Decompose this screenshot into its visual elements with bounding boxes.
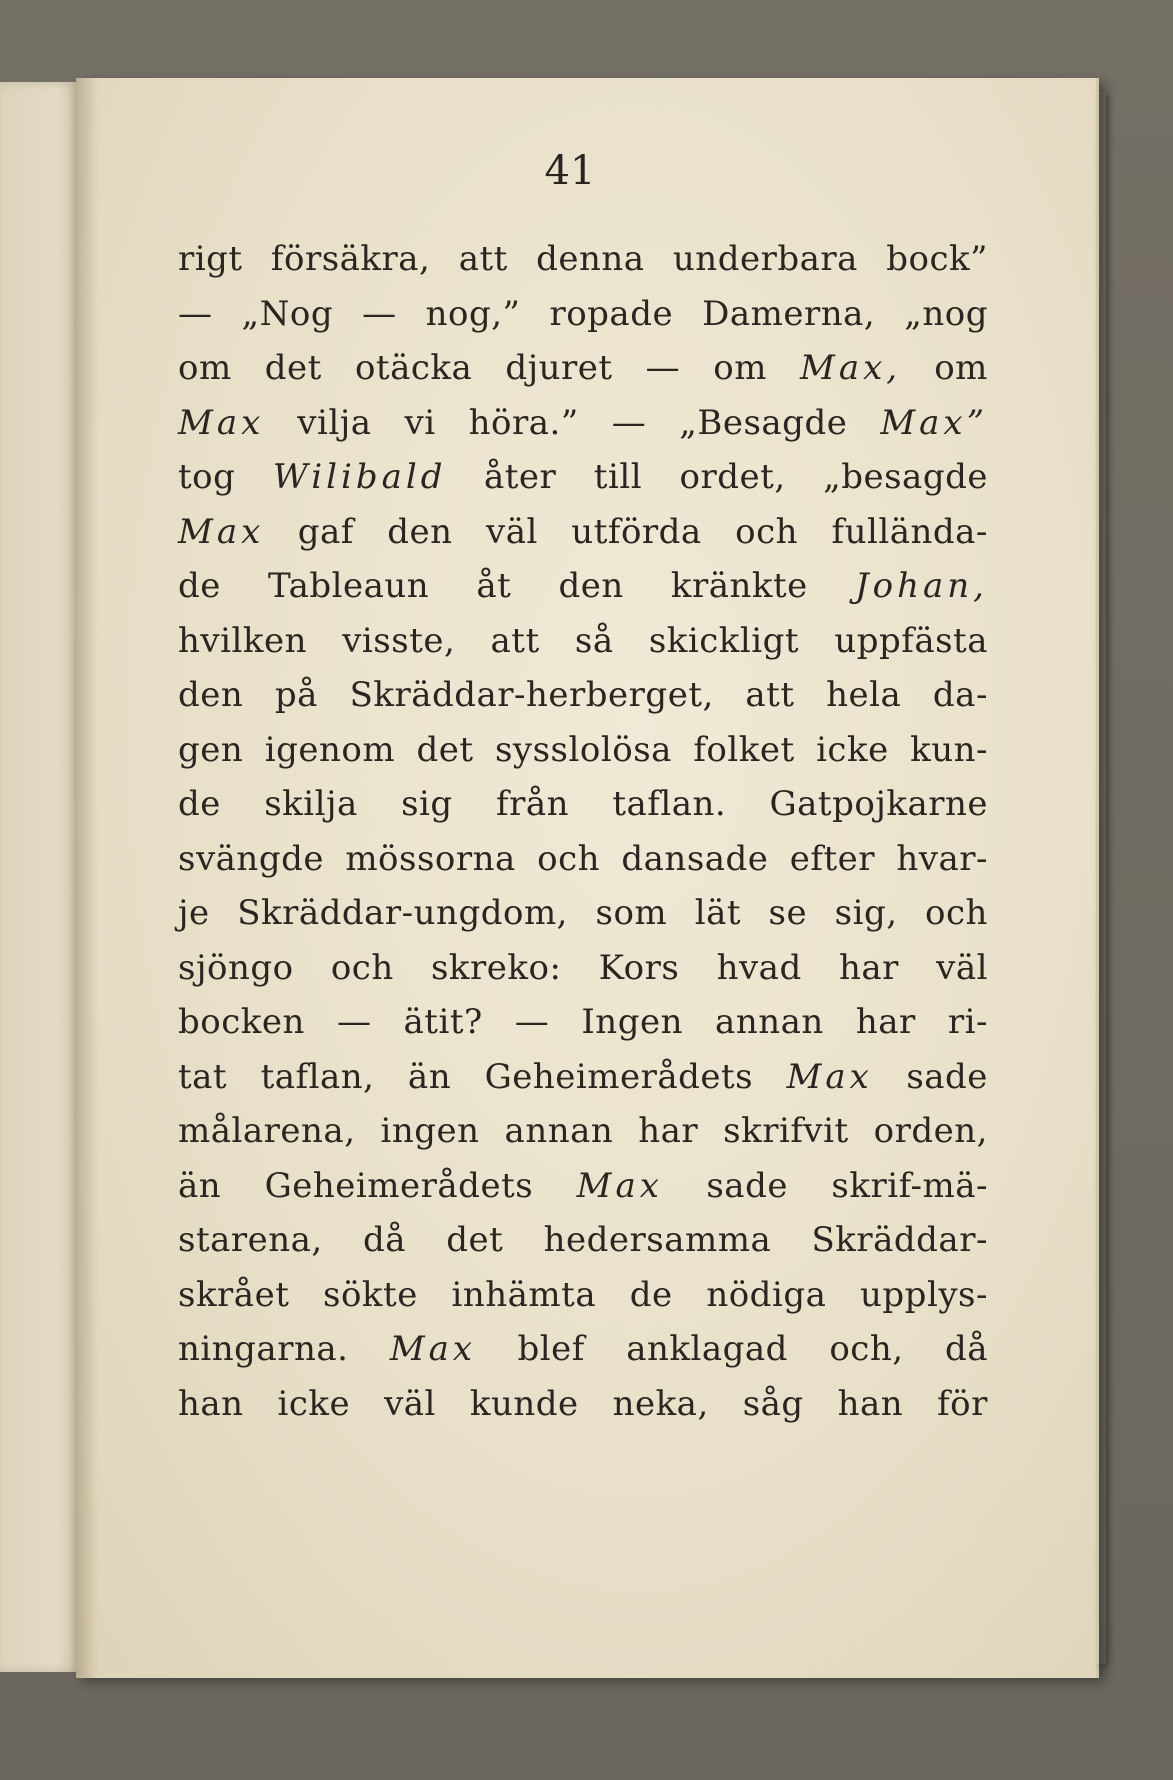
word: „Besagde — [679, 402, 848, 443]
word: skrået — [178, 1274, 290, 1315]
word: taflan. — [612, 784, 727, 824]
word: anklagad — [626, 1329, 788, 1369]
word: och — [537, 838, 601, 879]
text-line — [178, 1213, 988, 1268]
word: väl — [384, 1383, 436, 1424]
word: som — [595, 893, 668, 933]
word: nödiga — [706, 1274, 827, 1315]
word: annan — [504, 1111, 614, 1151]
page-number: 41 — [544, 148, 596, 194]
word: upplys- — [860, 1274, 988, 1315]
word: skickligt — [648, 620, 800, 661]
word: Ingen — [581, 1002, 683, 1042]
word: Skräddar-herberget, — [349, 675, 714, 715]
text-line — [178, 1104, 988, 1159]
word: gaf — [297, 511, 354, 552]
word: har — [638, 1111, 699, 1151]
word: ordet, — [679, 457, 786, 497]
text-line — [178, 287, 988, 342]
word: svängde — [178, 838, 324, 879]
text-line — [178, 396, 988, 451]
word: målarena, — [178, 1111, 356, 1151]
text-line — [178, 1377, 988, 1432]
word: fullända- — [831, 511, 988, 552]
word: ätit? — [403, 1002, 483, 1042]
word: skrif-mä- — [831, 1165, 988, 1206]
word: vilja — [297, 402, 372, 443]
word: då — [362, 1220, 407, 1260]
word: då — [944, 1329, 988, 1369]
word: Kors — [598, 947, 680, 988]
word: att — [745, 675, 795, 715]
word: taflan, — [260, 1056, 375, 1097]
word: ri- — [947, 1002, 988, 1042]
word: mössorna — [345, 838, 516, 879]
word: „besagde — [823, 457, 988, 497]
word: denna — [536, 239, 645, 279]
word: och — [735, 511, 799, 552]
word: efter — [789, 838, 876, 879]
word: den — [558, 566, 624, 606]
word: hvilken — [178, 620, 307, 661]
word: till — [593, 457, 643, 497]
word: dansade — [621, 838, 769, 879]
word: höra.” — [468, 402, 579, 443]
word: hvad — [716, 947, 802, 988]
text-line — [178, 450, 988, 505]
word: och, — [829, 1329, 904, 1369]
word: har — [855, 1002, 916, 1042]
word: gen — [178, 729, 244, 770]
word: — — [336, 1002, 372, 1042]
word: för — [937, 1383, 988, 1424]
word: icke — [816, 729, 889, 770]
word: Geheimerådets — [264, 1165, 534, 1206]
word: kun- — [910, 729, 988, 770]
text-line — [178, 1268, 988, 1323]
word: än — [407, 1056, 452, 1097]
word: — — [514, 1002, 550, 1042]
word: de — [629, 1274, 673, 1315]
word: djuret — [505, 348, 613, 388]
word: bocken — [178, 1002, 305, 1042]
word: utförda — [571, 511, 702, 552]
word: den — [178, 675, 244, 715]
text-line — [178, 723, 988, 778]
word: Geheimerådets — [484, 1056, 754, 1097]
text-line — [178, 559, 988, 614]
word: och — [925, 893, 988, 933]
word: han — [178, 1383, 244, 1424]
word: ingen — [380, 1111, 480, 1151]
word: skrifvit — [723, 1111, 849, 1151]
word: — — [362, 293, 397, 334]
word: sysslolösa — [494, 729, 672, 770]
text-line — [178, 995, 988, 1050]
word: da- — [932, 675, 988, 715]
word: sade — [906, 1056, 988, 1097]
word: kunde — [469, 1383, 579, 1424]
word: från — [496, 784, 570, 824]
word: hvar- — [896, 838, 988, 879]
word: den — [387, 511, 453, 552]
word: Skräddar-ungdom, — [237, 893, 568, 933]
word: Max — [178, 402, 265, 443]
word: je — [178, 893, 210, 933]
word: han — [837, 1383, 904, 1424]
word: på — [274, 675, 318, 715]
word: uppfästa — [834, 620, 988, 661]
word: hedersamma — [543, 1220, 772, 1260]
word: annan — [715, 1002, 824, 1042]
word: Gatpojkarne — [769, 784, 988, 824]
word: folket — [693, 729, 795, 770]
word: igenom — [264, 729, 396, 770]
text-line — [178, 777, 988, 832]
word: Johan, — [854, 566, 988, 606]
word: starena, — [178, 1220, 323, 1260]
word: om — [934, 348, 988, 388]
word: Wilibald — [272, 457, 447, 497]
text-line — [178, 1159, 988, 1214]
word: väl — [936, 947, 988, 988]
word: sjöngo — [178, 947, 294, 988]
body-text — [178, 232, 988, 1431]
word: otäcka — [354, 348, 473, 388]
word: det — [416, 729, 474, 770]
page-edges — [1096, 92, 1106, 1664]
word: de — [178, 784, 221, 824]
text-line — [178, 341, 988, 396]
word: tat — [178, 1056, 228, 1097]
word: sökte — [323, 1274, 418, 1315]
word: så — [574, 620, 614, 661]
word: Max — [786, 1056, 873, 1097]
word: neka, — [612, 1383, 709, 1424]
word: Tableaun — [268, 566, 430, 606]
word: har — [838, 947, 899, 988]
text-line — [178, 941, 988, 996]
word: lät — [694, 893, 742, 933]
word: underbara — [672, 239, 858, 279]
word: om — [178, 348, 232, 388]
word: orden, — [873, 1111, 988, 1151]
word: — — [611, 402, 647, 443]
word: icke — [277, 1383, 351, 1424]
word: Max — [576, 1165, 663, 1206]
text-line — [178, 505, 988, 560]
word: — — [645, 348, 681, 388]
word: visste, — [342, 620, 456, 661]
word: bock” — [886, 239, 988, 279]
word: sig, — [834, 893, 898, 933]
word: Max — [389, 1329, 477, 1369]
word: blef — [517, 1329, 585, 1369]
text-line — [178, 668, 988, 723]
word: ningarna. — [178, 1329, 349, 1369]
word: se — [768, 893, 808, 933]
word: att — [458, 239, 508, 279]
word: Skräddar- — [811, 1220, 988, 1260]
text-line — [178, 1050, 988, 1105]
text-line — [178, 832, 988, 887]
word: såg — [742, 1383, 804, 1424]
word: skilja — [264, 784, 358, 824]
word: rigt — [178, 239, 243, 279]
word: vi — [404, 402, 436, 443]
word: Damerna, — [702, 293, 876, 334]
text-line — [178, 1322, 988, 1377]
text-line — [178, 614, 988, 669]
word: än — [178, 1165, 222, 1206]
word: tog — [178, 457, 236, 497]
word: nog,” — [425, 293, 521, 334]
word: försäkra, — [270, 239, 431, 279]
word: de — [178, 566, 221, 606]
word: sig — [401, 784, 453, 824]
word: Max, — [800, 348, 902, 388]
facing-page — [0, 82, 80, 1672]
text-line — [178, 232, 988, 287]
word: „Nog — [241, 293, 334, 334]
word: det — [264, 348, 322, 388]
word: det — [446, 1220, 504, 1260]
word: „nog — [904, 293, 988, 334]
word: sade — [706, 1165, 788, 1206]
word: att — [490, 620, 540, 661]
text-line — [178, 886, 988, 941]
word: om — [713, 348, 767, 388]
word: inhämta — [451, 1274, 597, 1315]
word: åt — [476, 566, 512, 606]
word: — — [178, 293, 213, 334]
word: Max” — [880, 402, 988, 443]
word: åter — [484, 457, 557, 497]
word: Max — [178, 511, 265, 552]
word: och — [330, 947, 394, 988]
word: skreko: — [430, 947, 562, 988]
word: kränkte — [670, 566, 808, 606]
word: ropade — [549, 293, 674, 334]
word: väl — [486, 511, 538, 552]
word: hela — [826, 675, 902, 715]
